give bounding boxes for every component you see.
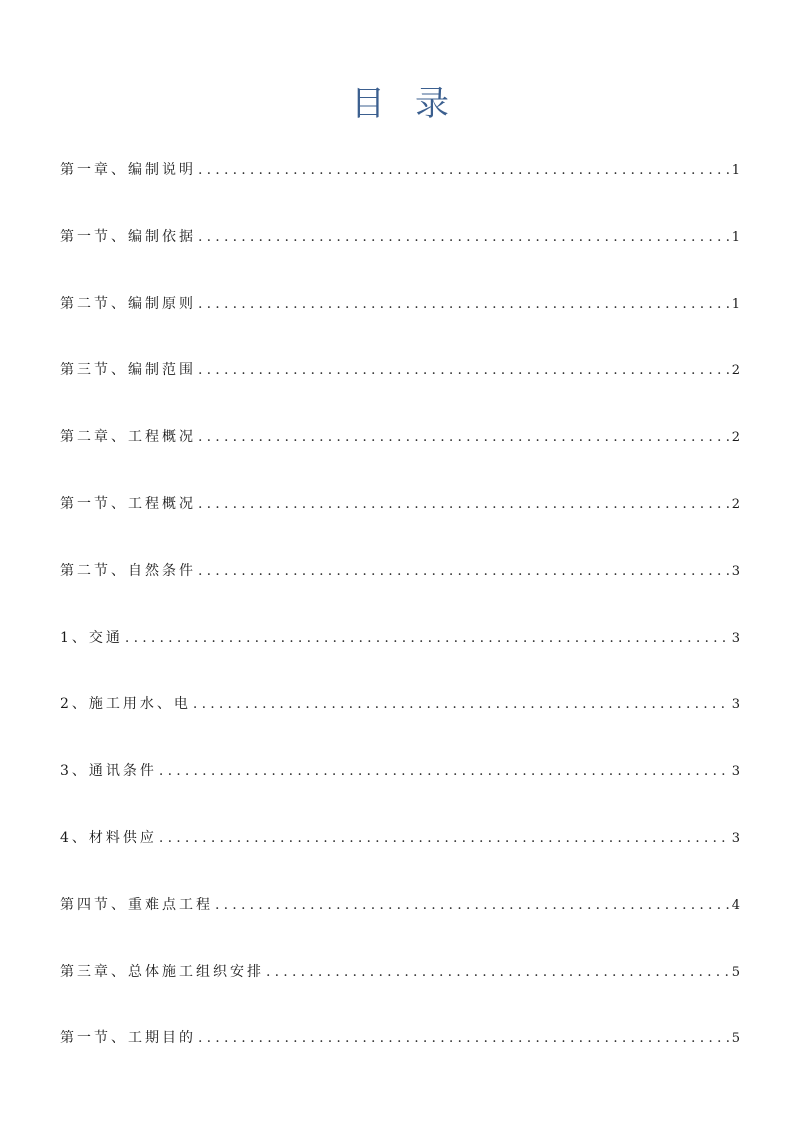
toc-entry[interactable] xyxy=(60,286,740,353)
toc-entry-label: 第三章、总体施工组织安排 xyxy=(60,963,264,980)
toc-entry-label: 第三节、编制范围 xyxy=(60,362,196,379)
toc-entry[interactable] xyxy=(60,152,740,219)
toc-entry-label: 2、施工用水、电 xyxy=(60,696,191,713)
toc-entry-label: 第四节、重难点工程 xyxy=(60,896,213,913)
toc-entry[interactable] xyxy=(60,620,740,687)
toc-leader-dots xyxy=(198,1020,730,1056)
toc-entry-label: 3、通讯条件 xyxy=(60,763,157,780)
toc-leader-dots xyxy=(159,820,730,856)
toc-entry-page: 1 xyxy=(731,163,740,178)
toc-leader-dots xyxy=(198,352,730,388)
toc-entry-label: 第二节、编制原则 xyxy=(60,295,196,312)
toc-leader-dots xyxy=(198,286,730,322)
toc-entry-page: 2 xyxy=(731,430,740,446)
toc-entry-page: 1 xyxy=(731,296,740,312)
toc-entry[interactable] xyxy=(60,419,740,486)
toc-entry-page: 3 xyxy=(731,764,740,780)
toc-leader-dots xyxy=(198,486,730,522)
toc-entry[interactable] xyxy=(60,820,740,887)
toc-entry-label: 1、交通 xyxy=(60,629,123,646)
toc-leader-dots xyxy=(198,152,730,188)
toc-entry[interactable] xyxy=(60,954,740,1021)
toc-leader-dots xyxy=(198,219,730,255)
toc-leader-dots xyxy=(215,887,730,923)
toc-list xyxy=(60,152,740,1087)
toc-entry-label: 第二章、工程概况 xyxy=(60,429,196,446)
toc-entry-label: 第一节、工期目的 xyxy=(60,1030,196,1047)
toc-entry-page: 3 xyxy=(731,830,740,846)
toc-title: 目录 xyxy=(351,84,479,124)
toc-entry-label: 第二节、自然条件 xyxy=(60,562,196,579)
toc-entry[interactable] xyxy=(60,219,740,286)
toc-entry[interactable] xyxy=(60,486,740,553)
toc-entry-page: 5 xyxy=(731,964,740,980)
toc-leader-dots xyxy=(266,954,730,990)
toc-entry-page: 3 xyxy=(731,563,740,579)
toc-leader-dots xyxy=(125,620,730,656)
toc-entry-page: 2 xyxy=(731,363,740,379)
toc-entry[interactable] xyxy=(60,1020,740,1087)
toc-leader-dots xyxy=(159,753,730,789)
toc-entry-page: 2 xyxy=(731,496,740,512)
toc-entry-page: 5 xyxy=(731,1031,740,1047)
toc-entry-label: 第一节、工程概况 xyxy=(60,495,196,512)
toc-entry[interactable] xyxy=(60,352,740,419)
toc-leader-dots xyxy=(198,419,730,455)
toc-entry-page: 1 xyxy=(731,229,740,245)
toc-entry[interactable] xyxy=(60,553,740,620)
toc-entry-page: 3 xyxy=(731,630,740,646)
toc-entry[interactable] xyxy=(60,753,740,820)
toc-entry-page: 4 xyxy=(731,897,740,913)
toc-entry-page: 3 xyxy=(731,697,740,713)
toc-entry-label: 第一节、编制依据 xyxy=(60,228,196,245)
toc-leader-dots xyxy=(198,553,730,589)
toc-entry[interactable] xyxy=(60,686,740,753)
toc-entry[interactable] xyxy=(60,887,740,954)
toc-entry-label: 4、材料供应 xyxy=(60,829,157,846)
toc-leader-dots xyxy=(193,686,730,722)
toc-entry-label: 第一章、编制说明 xyxy=(60,162,196,178)
